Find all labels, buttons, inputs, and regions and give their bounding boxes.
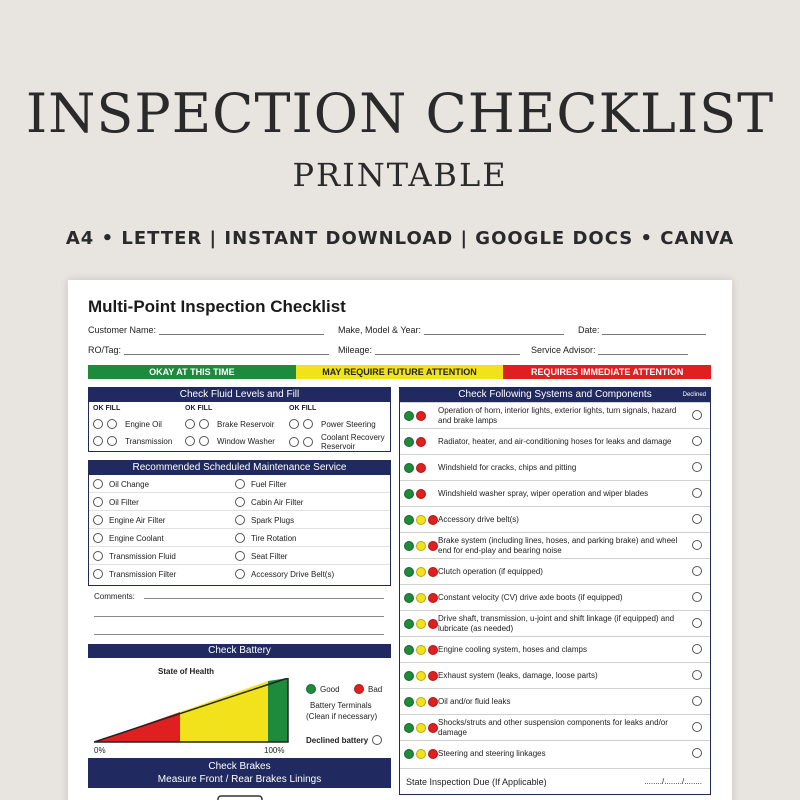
declined-radio[interactable] bbox=[692, 462, 702, 472]
fluid-power-steering bbox=[289, 419, 376, 429]
hero-title: INSPECTION CHECKLIST bbox=[25, 82, 775, 145]
service-advisor-label: Service Advisor: bbox=[531, 345, 596, 355]
green-dot-icon bbox=[306, 684, 316, 694]
declined-radio[interactable] bbox=[692, 696, 702, 706]
system-row-label: Engine cooling system, hoses and clamps bbox=[438, 644, 587, 654]
ok-radio[interactable] bbox=[185, 436, 195, 446]
green-status-dot[interactable] bbox=[404, 567, 414, 577]
declined-radio[interactable] bbox=[692, 436, 702, 446]
maintenance-label: Engine Air Filter bbox=[109, 515, 166, 525]
maintenance-label: Transmission Fluid bbox=[109, 551, 176, 561]
status-legend bbox=[88, 365, 711, 379]
maintenance-item[interactable] bbox=[235, 497, 303, 507]
red-status-dot[interactable] bbox=[416, 437, 426, 447]
red-status-dot[interactable] bbox=[428, 619, 438, 629]
battery-panel bbox=[88, 644, 391, 754]
declined-radio[interactable] bbox=[692, 618, 702, 628]
system-row bbox=[400, 480, 710, 506]
make-model-year-label: Make, Model & Year: bbox=[338, 325, 422, 335]
system-row bbox=[400, 610, 710, 636]
ro-tag-label: RO/Tag: bbox=[88, 345, 122, 355]
system-row-label: Clutch operation (if equipped) bbox=[438, 566, 543, 576]
service-advisor-field[interactable] bbox=[531, 345, 688, 355]
ok-fill-header: OK FILL bbox=[289, 405, 317, 412]
declined-radio[interactable] bbox=[692, 592, 702, 602]
system-row-label: Steering and steering linkages bbox=[438, 748, 546, 758]
make-model-year-field[interactable] bbox=[338, 325, 564, 335]
maintenance-item[interactable] bbox=[93, 551, 176, 561]
yellow-status-dot[interactable] bbox=[416, 749, 426, 759]
red-status-dot[interactable] bbox=[428, 697, 438, 707]
fill-radio[interactable] bbox=[199, 419, 209, 429]
declined-radio[interactable] bbox=[692, 514, 702, 524]
item-radio[interactable] bbox=[93, 569, 103, 579]
green-status-dot[interactable] bbox=[404, 697, 414, 707]
fill-radio[interactable] bbox=[303, 419, 313, 429]
declined-radio[interactable] bbox=[692, 540, 702, 550]
gauge-max-label: 100% bbox=[264, 746, 285, 755]
fluid-levels-panel bbox=[88, 387, 391, 452]
item-radio[interactable] bbox=[93, 515, 103, 525]
status-dots bbox=[400, 411, 438, 421]
item-radio[interactable] bbox=[235, 479, 245, 489]
green-status-dot[interactable] bbox=[404, 541, 414, 551]
red-dot-icon bbox=[354, 684, 364, 694]
comments-label: Comments: bbox=[94, 592, 135, 601]
green-status-dot[interactable] bbox=[404, 723, 414, 733]
declined-radio[interactable] bbox=[692, 410, 702, 420]
item-radio[interactable] bbox=[235, 497, 245, 507]
status-dots bbox=[400, 749, 438, 759]
system-row bbox=[400, 662, 710, 688]
brakes-subheading: Measure Front / Rear Brakes Linings bbox=[157, 774, 322, 785]
system-row bbox=[400, 688, 710, 714]
yellow-status-dot[interactable] bbox=[416, 645, 426, 655]
green-status-dot[interactable] bbox=[404, 411, 414, 421]
date-label: Date: bbox=[578, 325, 600, 335]
fluid-brake-reservoir bbox=[185, 419, 274, 429]
fluid-label: Power Steering bbox=[321, 419, 376, 429]
systems-panel bbox=[399, 387, 711, 795]
fluid-engine-oil bbox=[93, 419, 162, 429]
system-row bbox=[400, 506, 710, 532]
red-status-dot[interactable] bbox=[428, 593, 438, 603]
yellow-status-dot[interactable] bbox=[416, 671, 426, 681]
system-row-label: Accessory drive belt(s) bbox=[438, 514, 519, 524]
maintenance-label: Seat Filter bbox=[251, 551, 288, 561]
battery-terminals-label: Battery Terminals bbox=[310, 701, 372, 710]
red-status-dot[interactable] bbox=[428, 723, 438, 733]
system-row-label: Windshield for cracks, chips and pitting bbox=[438, 462, 577, 472]
system-row bbox=[400, 714, 710, 740]
system-row bbox=[400, 532, 710, 558]
red-status-dot[interactable] bbox=[416, 489, 426, 499]
red-status-dot[interactable] bbox=[428, 567, 438, 577]
item-radio[interactable] bbox=[93, 497, 103, 507]
maintenance-item[interactable] bbox=[93, 497, 139, 507]
maintenance-label: Cabin Air Filter bbox=[251, 497, 304, 507]
hero-formats: A4 • LETTER | INSTANT DOWNLOAD | GOOGLE DOCS • CANVA bbox=[65, 228, 735, 249]
system-row-label: Radiator, heater, and air-conditioning hoses for leaks and damage bbox=[438, 436, 672, 446]
status-dots bbox=[400, 723, 438, 733]
red-status-dot[interactable] bbox=[428, 671, 438, 681]
declined-battery-label: Declined battery bbox=[306, 735, 369, 745]
comments-line[interactable] bbox=[144, 598, 384, 599]
yellow-status-dot[interactable] bbox=[416, 567, 426, 577]
brakes-heading: Check Brakes bbox=[208, 761, 271, 772]
yellow-status-dot[interactable] bbox=[416, 619, 426, 629]
yellow-status-dot[interactable] bbox=[416, 515, 426, 525]
status-dots bbox=[400, 515, 438, 525]
declined-radio[interactable] bbox=[692, 644, 702, 654]
green-status-dot[interactable] bbox=[404, 515, 414, 525]
item-radio[interactable] bbox=[235, 533, 245, 543]
status-dots bbox=[400, 541, 438, 551]
green-status-dot[interactable] bbox=[404, 671, 414, 681]
yellow-status-dot[interactable] bbox=[416, 541, 426, 551]
customer-name-field[interactable] bbox=[88, 325, 324, 335]
green-status-dot[interactable] bbox=[404, 437, 414, 447]
green-status-dot[interactable] bbox=[404, 619, 414, 629]
red-status-dot[interactable] bbox=[428, 541, 438, 551]
fluid-label: Window Washer bbox=[217, 436, 275, 446]
ok-fill-header: OK FILL bbox=[185, 405, 213, 412]
declined-battery[interactable] bbox=[306, 735, 382, 745]
maintenance-label: Spark Plugs bbox=[251, 515, 295, 525]
battery-health-gauge bbox=[94, 678, 290, 744]
declined-radio[interactable] bbox=[692, 748, 702, 758]
yellow-status-dot[interactable] bbox=[416, 723, 426, 733]
fluid-levels-heading: Check Fluid Levels and Fill bbox=[89, 388, 390, 402]
legend-okay: OKAY AT THIS TIME bbox=[88, 365, 296, 379]
maintenance-item[interactable] bbox=[235, 551, 287, 561]
maintenance-label: Accessory Drive Belt(s) bbox=[251, 569, 335, 579]
yellow-status-dot[interactable] bbox=[416, 593, 426, 603]
item-radio[interactable] bbox=[93, 533, 103, 543]
system-row-label: Shocks/struts and other suspension components for leaks and/or damage bbox=[438, 717, 668, 737]
battery-heading: Check Battery bbox=[88, 644, 391, 658]
bad-label: Bad bbox=[368, 684, 383, 694]
status-dots bbox=[400, 489, 438, 499]
state-inspection-row[interactable] bbox=[400, 768, 710, 794]
status-dots bbox=[400, 463, 438, 473]
item-radio[interactable] bbox=[235, 569, 245, 579]
system-row bbox=[400, 636, 710, 662]
mileage-field[interactable] bbox=[338, 345, 520, 355]
maintenance-label: Oil Filter bbox=[109, 497, 139, 507]
status-dots bbox=[400, 593, 438, 603]
status-dots bbox=[400, 619, 438, 629]
system-row bbox=[400, 740, 710, 766]
comments-line[interactable] bbox=[94, 616, 384, 617]
ok-radio[interactable] bbox=[289, 419, 299, 429]
maintenance-item[interactable] bbox=[93, 479, 149, 489]
item-radio[interactable] bbox=[93, 479, 103, 489]
declined-radio[interactable] bbox=[692, 566, 702, 576]
declined-radio[interactable] bbox=[692, 670, 702, 680]
mileage-label: Mileage: bbox=[338, 345, 373, 355]
brake-pad-icon bbox=[216, 794, 264, 800]
maintenance-panel bbox=[88, 460, 391, 586]
red-status-dot[interactable] bbox=[416, 463, 426, 473]
comments-line[interactable] bbox=[94, 634, 384, 635]
green-status-dot[interactable] bbox=[404, 749, 414, 759]
green-status-dot[interactable] bbox=[404, 463, 414, 473]
item-radio[interactable] bbox=[235, 515, 245, 525]
maintenance-item[interactable] bbox=[93, 515, 165, 525]
fill-radio[interactable] bbox=[303, 437, 313, 447]
declined-radio[interactable] bbox=[692, 488, 702, 498]
battery-terminals-note: (Clean if necessary) bbox=[306, 712, 378, 721]
status-dots bbox=[400, 671, 438, 681]
fluid-label: Coolant Recovery Reservoir bbox=[321, 433, 385, 451]
checklist-sheet bbox=[68, 280, 732, 800]
system-row-label: Constant velocity (CV) drive axle boots (if equipped) bbox=[438, 592, 623, 602]
good-label: Good bbox=[320, 684, 340, 694]
red-status-dot[interactable] bbox=[428, 515, 438, 525]
fill-radio[interactable] bbox=[199, 436, 209, 446]
red-status-dot[interactable] bbox=[428, 645, 438, 655]
system-row bbox=[400, 558, 710, 584]
fluid-label: Engine Oil bbox=[125, 419, 162, 429]
yellow-status-dot[interactable] bbox=[416, 697, 426, 707]
state-of-health-label: State of Health bbox=[158, 667, 215, 676]
brakes-panel bbox=[88, 758, 391, 800]
ok-radio[interactable] bbox=[93, 436, 103, 446]
maintenance-item[interactable] bbox=[93, 569, 176, 579]
declined-battery-radio[interactable] bbox=[372, 735, 382, 745]
declined-radio[interactable] bbox=[692, 722, 702, 732]
system-row-label: Windshield washer spray, wiper operation and wiper blades bbox=[438, 488, 649, 498]
status-dots bbox=[400, 645, 438, 655]
system-row-label: Exhaust system (leaks, damage, loose parts) bbox=[438, 670, 598, 680]
item-radio[interactable] bbox=[235, 551, 245, 561]
maintenance-heading: Recommended Scheduled Maintenance Service bbox=[89, 461, 390, 475]
fill-radio[interactable] bbox=[107, 419, 117, 429]
status-dots bbox=[400, 437, 438, 447]
maintenance-item[interactable] bbox=[235, 533, 297, 543]
item-radio[interactable] bbox=[93, 551, 103, 561]
status-dots bbox=[400, 697, 438, 707]
fluid-window-washer bbox=[185, 436, 275, 446]
fluid-coolant-recovery bbox=[289, 433, 389, 451]
ok-radio[interactable] bbox=[93, 419, 103, 429]
ro-tag-field[interactable] bbox=[88, 345, 329, 355]
customer-name-label: Customer Name: bbox=[88, 325, 157, 335]
red-status-dot[interactable] bbox=[428, 749, 438, 759]
good-legend bbox=[306, 684, 340, 694]
fill-radio[interactable] bbox=[107, 436, 117, 446]
declined-column-label: Declined bbox=[682, 392, 706, 398]
system-row-label: Brake system (including lines, hoses, and parking brake) and wheel end for end-play and bearing noise bbox=[438, 535, 678, 555]
maintenance-label: Oil Change bbox=[109, 479, 150, 489]
ok-fill-header: OK FILL bbox=[93, 405, 121, 412]
maintenance-label: Tire Rotation bbox=[251, 533, 297, 543]
gauge-min-label: 0% bbox=[94, 746, 106, 755]
maintenance-item[interactable] bbox=[235, 479, 287, 489]
system-row bbox=[400, 454, 710, 480]
ok-radio[interactable] bbox=[289, 437, 299, 447]
ok-radio[interactable] bbox=[185, 419, 195, 429]
state-inspection-date[interactable]: ......../......../........ bbox=[644, 777, 702, 786]
systems-heading bbox=[400, 388, 710, 402]
bad-legend bbox=[354, 684, 382, 694]
maintenance-item[interactable] bbox=[235, 515, 294, 525]
fluid-label: Brake Reservoir bbox=[217, 419, 275, 429]
system-row-label: Drive shaft, transmission, u-joint and shift linkage (if equipped) and lubricate (as needed) bbox=[438, 613, 675, 633]
date-field[interactable] bbox=[578, 325, 706, 335]
green-status-dot[interactable] bbox=[404, 489, 414, 499]
hero-subtitle: PRINTABLE bbox=[292, 156, 508, 194]
state-inspection-label: State Inspection Due (If Applicable) bbox=[406, 776, 547, 787]
system-row-label: Oil and/or fluid leaks bbox=[438, 696, 511, 706]
legend-immediate: REQUIRES IMMEDIATE ATTENTION bbox=[503, 365, 711, 379]
maintenance-label: Fuel Filter bbox=[251, 479, 287, 489]
maintenance-item[interactable] bbox=[93, 533, 164, 543]
document-title: Multi-Point Inspection Checklist bbox=[88, 297, 346, 316]
red-status-dot[interactable] bbox=[416, 411, 426, 421]
legend-future: MAY REQUIRE FUTURE ATTENTION bbox=[296, 365, 504, 379]
systems-heading-text: Check Following Systems and Components bbox=[458, 389, 652, 400]
fluid-transmission bbox=[93, 436, 172, 446]
status-dots bbox=[400, 567, 438, 577]
system-row bbox=[400, 402, 710, 428]
system-row-label: Operation of horn, interior lights, exterior lights, turn signals, hazard and brake lamps bbox=[438, 405, 677, 425]
fluid-label: Transmission bbox=[125, 436, 173, 446]
green-status-dot[interactable] bbox=[404, 593, 414, 603]
system-row bbox=[400, 428, 710, 454]
green-status-dot[interactable] bbox=[404, 645, 414, 655]
maintenance-label: Engine Coolant bbox=[109, 533, 164, 543]
maintenance-label: Transmission Filter bbox=[109, 569, 177, 579]
maintenance-item[interactable] bbox=[235, 569, 334, 579]
system-row bbox=[400, 584, 710, 610]
